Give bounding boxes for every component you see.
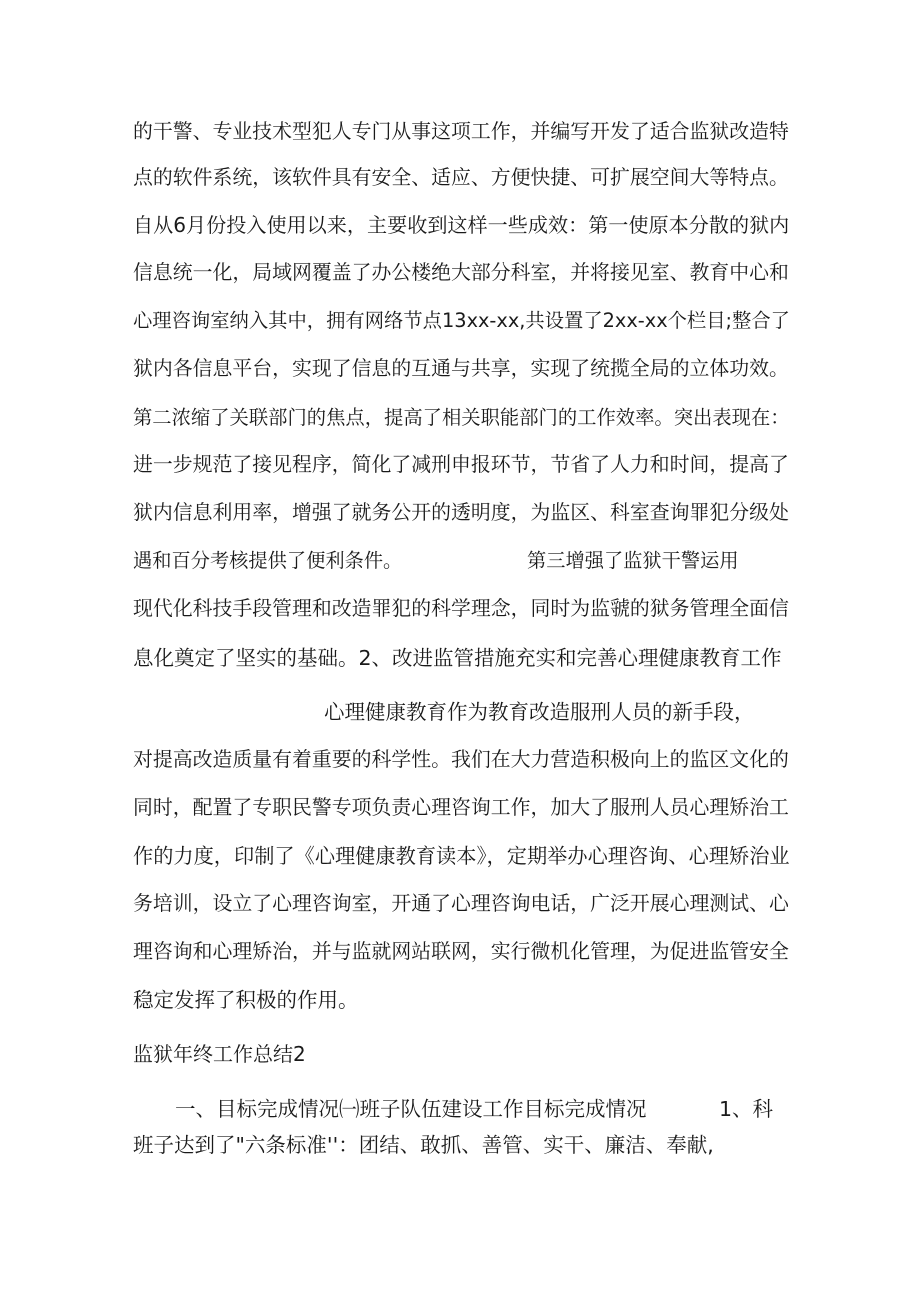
text-line: 心理咨询室纳入其中，拥有网络节点13xx-xx,共设置了2xx-xx个栏目;整合了	[133, 309, 790, 332]
text-segment: 遇和百分考核提供了便利条件。	[133, 549, 403, 572]
text-segment: 1、科	[719, 1097, 774, 1121]
text-line: 对提高改造质量有着重要的科学性。我们在大力营造积极向上的监区文化的	[133, 748, 789, 771]
text-line: 现代化科技手段管理和改造罪犯的科学理念，同时为监虢的狱务管理全面信	[133, 597, 789, 620]
text-line: 信息统一化，局域网覆盖了办公楼绝大部分科室，并将接见室、教育中心和	[133, 261, 789, 284]
text-line: 点的软件系统，该软件具有安全、适应、方便快捷、可扩展空间大等特点。	[133, 166, 789, 189]
indented-text-line: 心理健康教育作为教育改造服刑人员的新手段，	[324, 700, 755, 724]
text-segment: 第三增强了监狱干警运用	[527, 549, 739, 572]
text-line: 狱内信息利用率，增强了就务公开的透明度，为监区、科室查询罪犯分级处	[133, 501, 789, 524]
text-line: 同时，配置了专职民警专项负责心理咨询工作，加大了服刑人员心理矫治工	[133, 796, 789, 819]
text-line: 自从6月份投入使用以来，主要收到这样一些成效：第一使原本分散的狱内	[133, 213, 790, 237]
text-line: 的干警、专业技术型犯人专门从事这项工作，并编写开发了适合监狱改造特	[133, 120, 789, 143]
text-line: 稳定发挥了积极的作用。	[133, 988, 359, 1012]
text-line: 务培训，设立了心理咨询室，开通了心理咨询电话，广泛开展心理测试、心	[133, 892, 789, 915]
text-line: 班子达到了"六条标准''：团结、敢抓、善管、实干、廉洁、奉献,	[133, 1133, 714, 1157]
text-line: 理咨询和心理矫治，并与监就网站联网，实行微机化管理，为促进监管安全	[133, 940, 789, 963]
text-segment: 一、目标完成情况㈠班子队伍建设工作目标完成情况	[175, 1097, 647, 1121]
text-line: 狱内各信息平台，实现了信息的互通与共享，实现了统揽全局的立体功效。	[133, 357, 789, 380]
text-line: 息化奠定了坚实的基础。2、改进监管措施充实和完善心理健康教育工作	[133, 646, 782, 670]
section-title: 监狱年终工作总结2	[133, 1042, 306, 1066]
text-line: 作的力度，印制了《心理健康教育读本》，定期举办心理咨询、心理矫治业	[133, 844, 790, 868]
text-line: 进一步规范了接见程序，简化了减刑申报环节，节省了人力和时间，提高了	[133, 453, 789, 476]
text-line: 第二浓缩了关联部门的焦点，提高了相关职能部门的工作效率。突出表现在：	[133, 406, 790, 429]
